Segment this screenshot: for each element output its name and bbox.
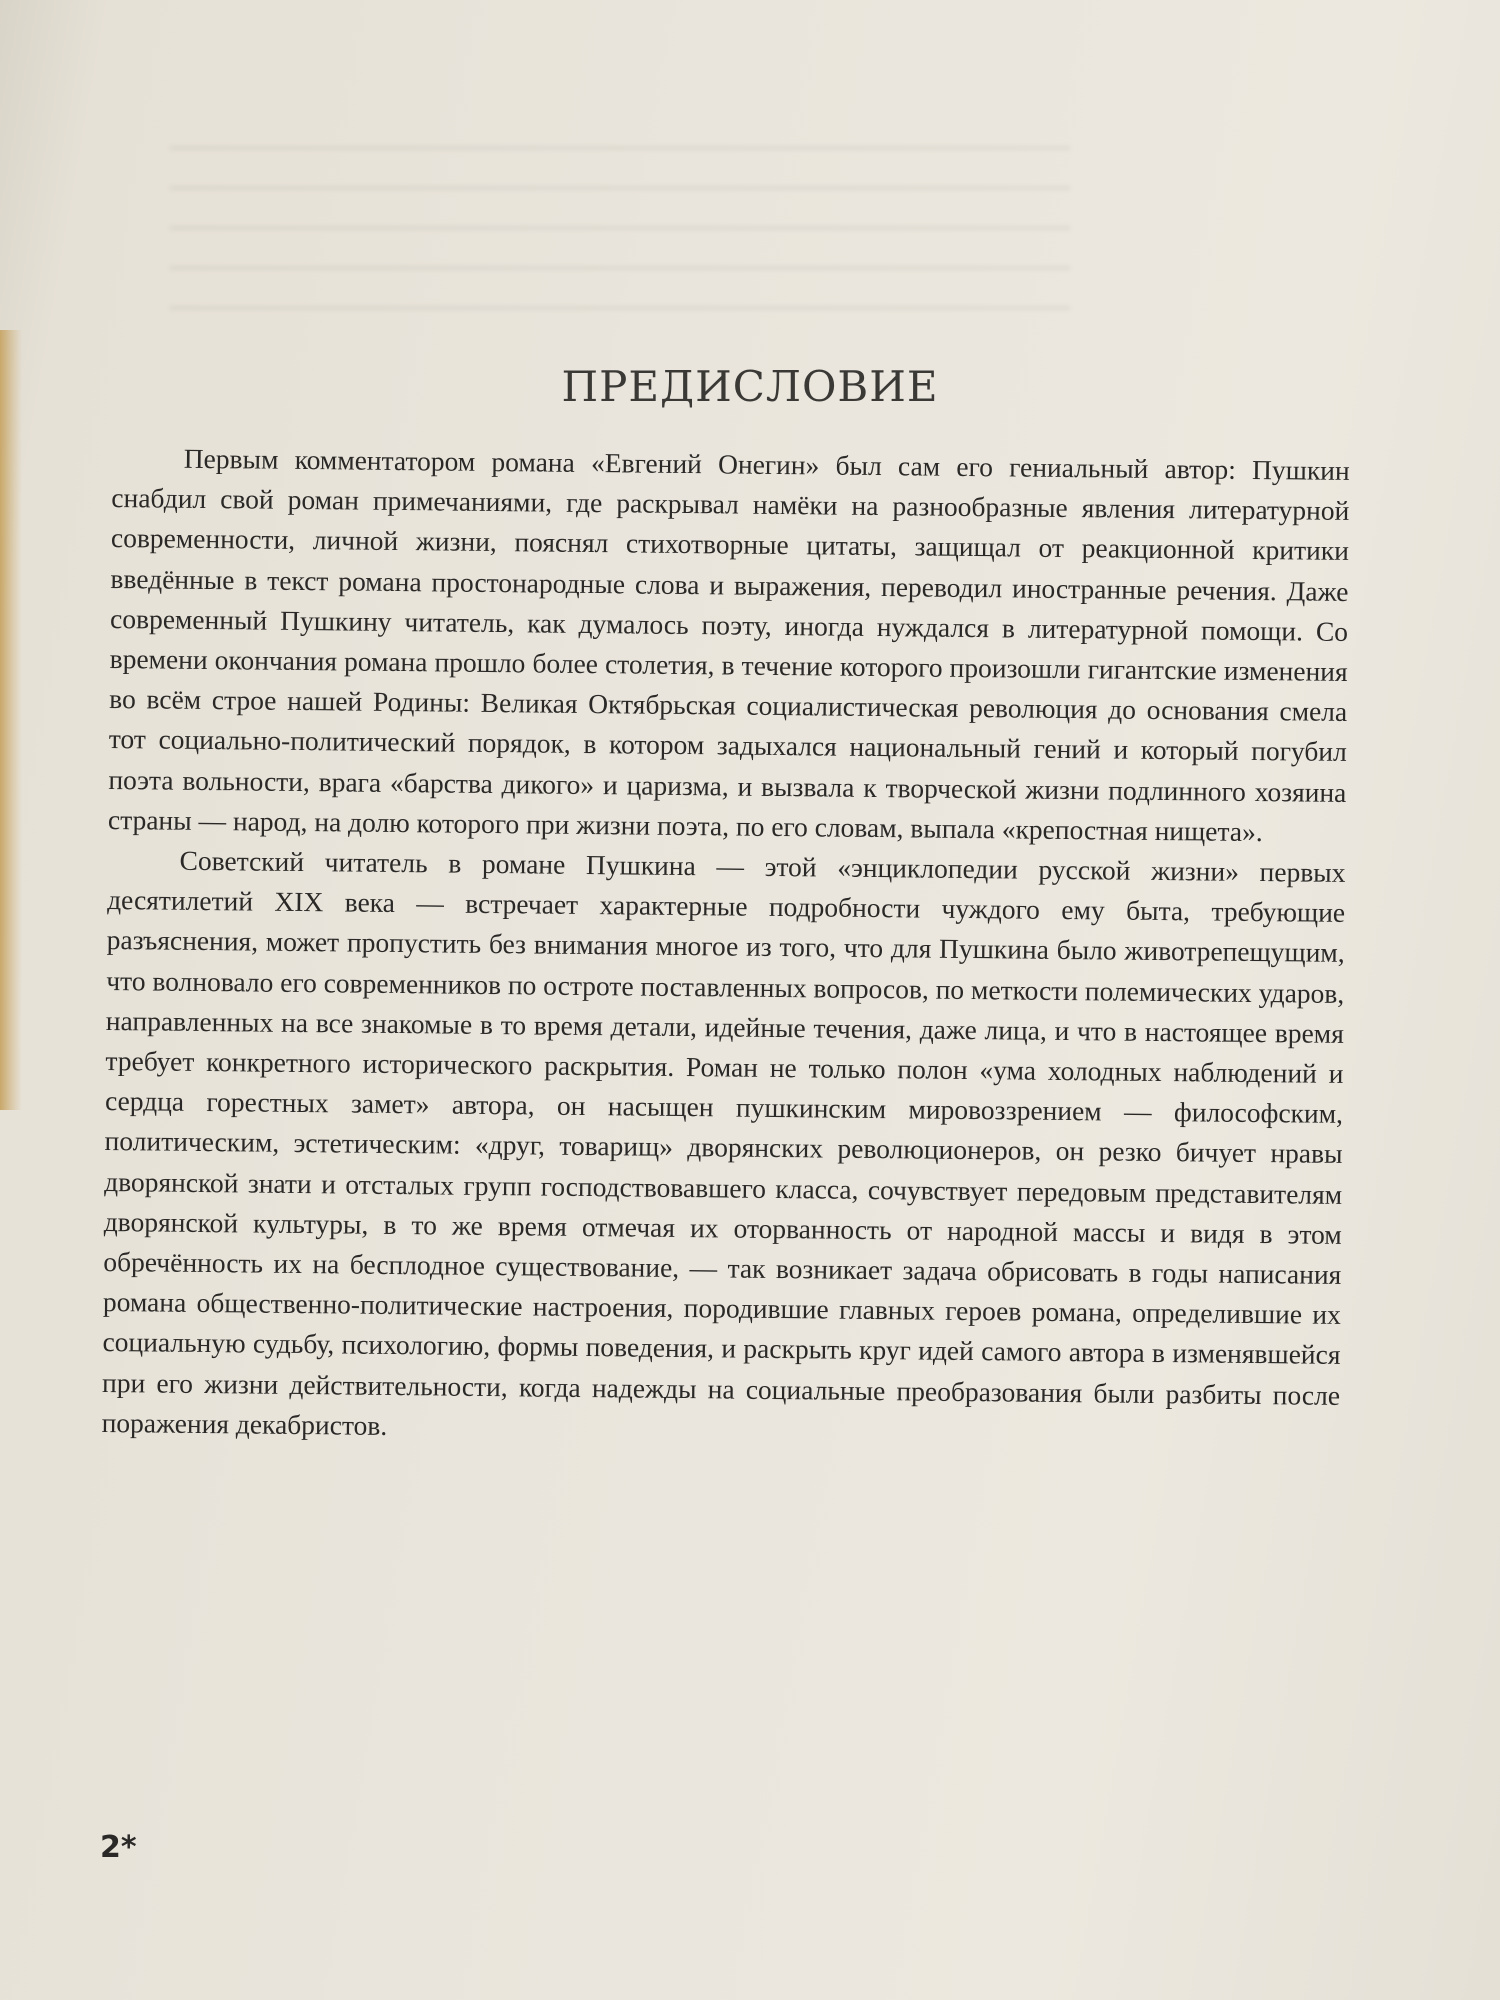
paragraph-2: Советский читатель в романе Пушкина — этой «энциклопедии русской жизни» первых десятилетий XIX века — встречает характерные подробности чуждого ему быта, требующие разъяснения, может пропустить без внимания многое из того, что для Пушкина было животрепещущим, что волновало его современников по остроте поставленных вопросов, по меткости полемических ударов, направленных на все знакомые в то время детали, идейные течения, даже лица, и что в настоящее время требует конкретного исторического раскрытия. Роман не только полон «ума холодных наблюдений и сердца горестных замет» автора, он насыщен пушкинским мировоззрением — философским, политическим, эстетическим: «друг, товарищ» дворянских революционеров, он резко бичует нравы дворянской знати и отсталых групп господствовавшего класса, сочувствует передовым представителям дворянской культуры, в то же время отмечая их оторванность от народной массы и видя в этом обречённость их на бесплодное существование, — так возникает задача обрисовать в годы написания романа общественно-политические настроения, породившие главных героев романа, определившие их социальную судьбу, психологию, формы поведения, и раскрыть круг идей самого автора в изменявшейся при его жизни действительности, когда надежды на социальные преобразования были разбиты после поражения декабристов. [101, 844, 1346, 1441]
bleed-through-text [170, 120, 1070, 340]
body-text [101, 438, 1349, 1456]
paragraph-1: Первым комментатором романа «Евгений Онегин» был сам его гениальный автор: Пушкин снабдил свой роман примечаниями, где раскрывал намёки на разнообразные явления литературной современности, личной жизни, пояснял стихотворные цитаты, защищал от реакционной критики введённые в текст романа простонародные слова и выражения, переводил иностранные речения. Даже современный Пушкину читатель, как думалось поэту, иногда нуждался в литературной помощи. Со времени окончания романа прошло более столетия, в течение которого произошли гигантские изменения во всём строе нашей Родины: Великая Октябрьская социалистическая революция до основания смела тот социально-политический порядок, в котором задыхался национальный гений и который погубил поэта вольности, врага «барства дикого» и царизма, и вызвала к творческой жизни подлинного хозяина страны — народ, на долю которого при жизни поэта, по его словам, выпала «крепостная нищета». [107, 442, 1350, 847]
page-edge-stain [0, 330, 22, 1110]
page-title: ПРЕДИСЛОВИЕ [561, 362, 939, 411]
page-number: 2* [100, 1830, 137, 1865]
